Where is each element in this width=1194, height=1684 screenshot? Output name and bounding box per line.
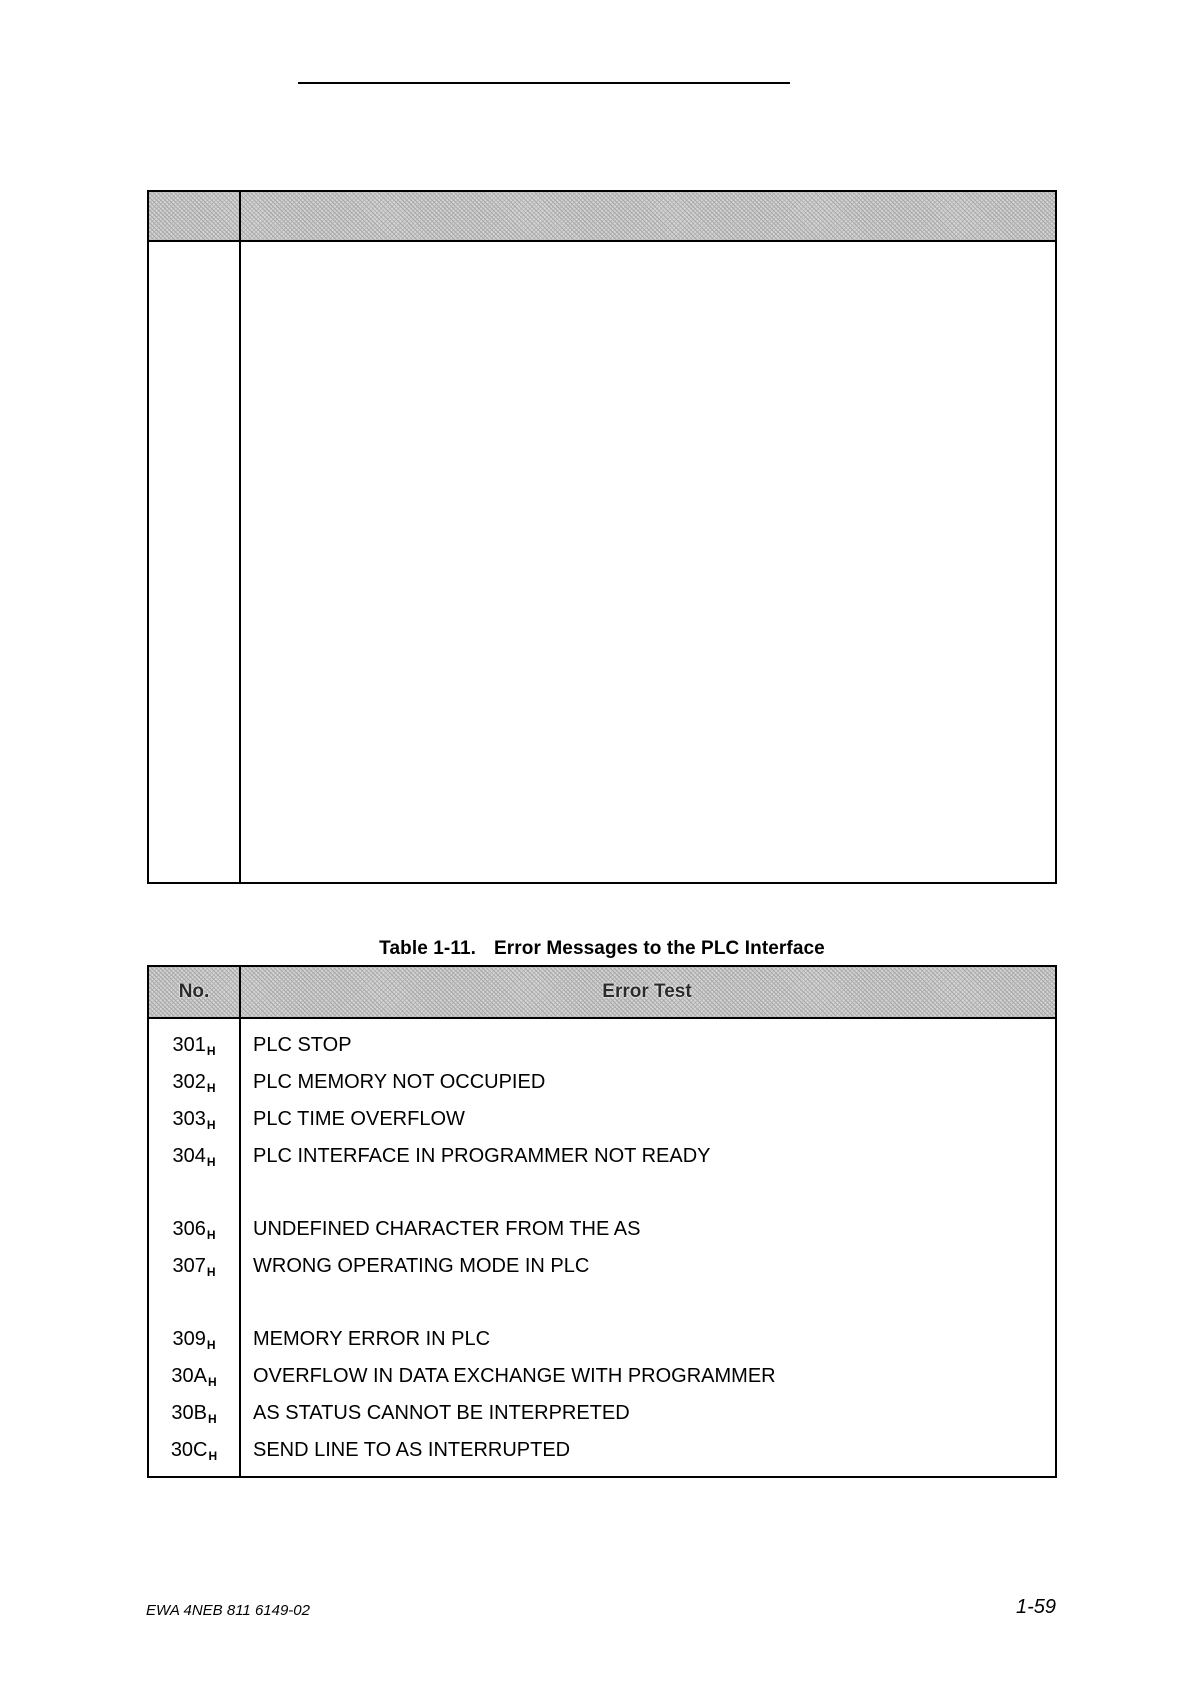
error-message: AS STATUS CANNOT BE INTERPRETED (253, 1402, 630, 1424)
error-code: $30B_H$ (171, 1402, 217, 1426)
table-row (149, 1101, 1055, 1137)
table-row (149, 1358, 1055, 1394)
error-message: SEND LINE TO AS INTERRUPTED (253, 1439, 571, 1461)
error-code: $304_H$ (172, 1145, 216, 1169)
error-code: $302_H$ (172, 1071, 216, 1095)
error-code: $303_H$ (172, 1108, 216, 1132)
footer-document-id: EWA 4NEB 811 6149-02 (146, 1602, 310, 1619)
table-row (149, 1064, 1055, 1100)
header-error-text: Error Test (602, 981, 692, 1002)
table-caption-label: Table 1-11. (379, 938, 477, 959)
header-no: No. (178, 981, 210, 1002)
error-code: $301_H$ (172, 1034, 216, 1058)
table-row (149, 1432, 1055, 1468)
upper-table-header (149, 192, 1055, 242)
footer-page-number: 1-59 (1015, 1596, 1056, 1618)
table-row (149, 1321, 1055, 1357)
error-message: PLC INTERFACE IN PROGRAMMER NOT READY (253, 1145, 711, 1167)
table-row (149, 1027, 1055, 1063)
table-caption-title: Error Messages to the PLC Interface (494, 938, 825, 959)
error-message: UNDEFINED CHARACTER FROM THE AS (253, 1218, 641, 1240)
table-row (149, 1395, 1055, 1431)
table-caption (147, 938, 1057, 960)
table-row (149, 1138, 1055, 1174)
error-message: MEMORY ERROR IN PLC (253, 1328, 491, 1350)
error-code: $309_H$ (172, 1328, 216, 1352)
error-code: $307_H$ (172, 1255, 216, 1279)
table-row (149, 1211, 1055, 1247)
error-message: PLC MEMORY NOT OCCUPIED (253, 1071, 546, 1093)
error-messages-table (147, 965, 1057, 1478)
upper-table (147, 190, 1057, 884)
error-message: OVERFLOW IN DATA EXCHANGE WITH PROGRAMMER (253, 1365, 776, 1387)
error-code: $30C_H$ (170, 1439, 218, 1463)
error-message: PLC TIME OVERFLOW (253, 1108, 465, 1130)
error-table-header (149, 967, 1055, 1019)
error-code: $30A_H$ (171, 1365, 217, 1389)
upper-table-column-divider (239, 192, 241, 882)
error-message: PLC STOP (253, 1034, 352, 1056)
table-row (149, 1248, 1055, 1284)
error-code: $306_H$ (172, 1218, 216, 1242)
error-message: WRONG OPERATING MODE IN PLC (253, 1255, 590, 1277)
top-rule (298, 82, 790, 84)
